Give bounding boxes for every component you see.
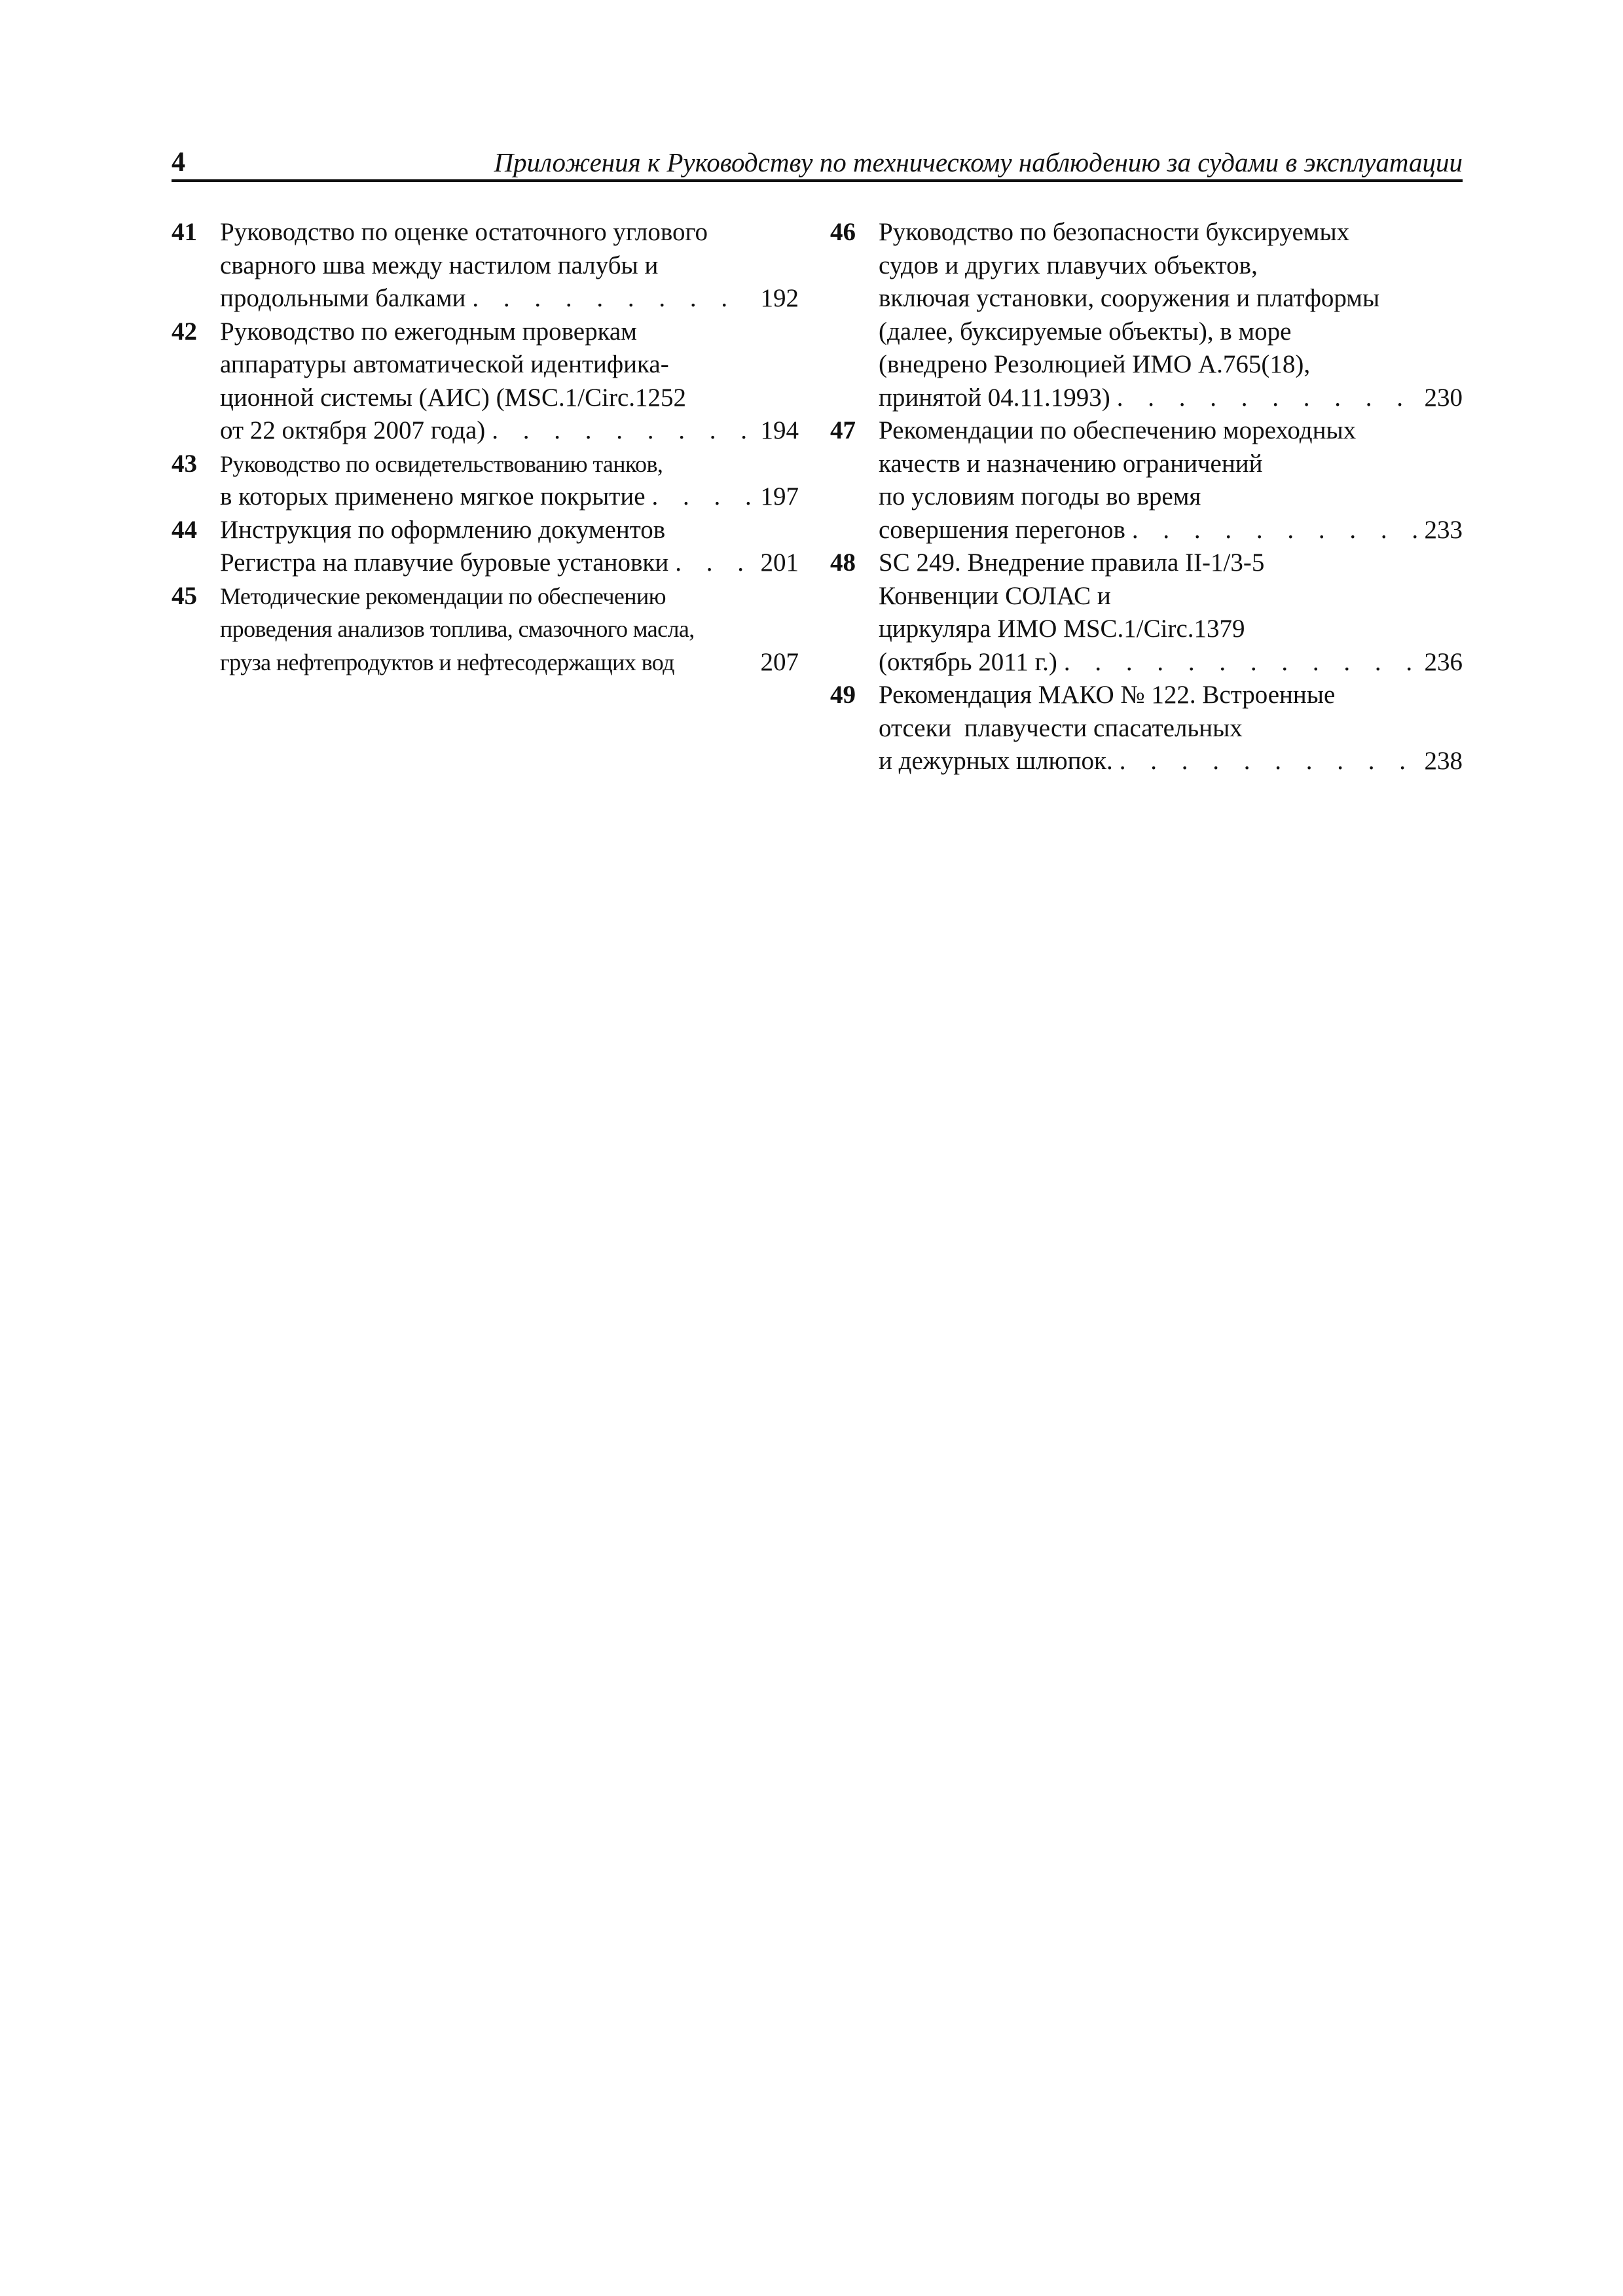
entry-title-line: (внедрено Резолюцией ИМО А.765(18), [879, 350, 1311, 378]
entry-title-line: SC 249. Внедрение правила II-1/3-5 [879, 548, 1265, 577]
entry-title-line: сварного шва между настилом палубы и [220, 251, 659, 279]
dot-leader [485, 414, 753, 448]
entry-last-line [879, 514, 1463, 547]
entry-title-line: принятой 04.11.1993) [879, 383, 1110, 412]
entry-title-line: Рекомендация МАКО № 122. Встроенные [879, 681, 1336, 709]
entry-title-line: судов и других плавучих объектов, [879, 251, 1258, 279]
entry-last-line [220, 414, 799, 448]
entry-title-line: и дежурных шлюпок. [879, 747, 1113, 775]
running-header-title: Приложения к Руководству по техническому наблюдению за судами в эксплуатации [494, 147, 1463, 177]
entry-last-line [220, 547, 799, 580]
entry-title-line: отсеки плавучести спасательных [879, 713, 1243, 742]
entry-title-line: Рекомендации по обеспечению мореходных [879, 416, 1357, 444]
entry-title-line: груза нефтепродуктов и нефтесодержащих вод [220, 649, 674, 675]
toc-entry-49 [830, 679, 1463, 778]
entry-title-line: совершения перегонов [879, 515, 1125, 544]
entry-title-line: циркуляра ИМО MSC.1/Circ.1379 [879, 615, 1245, 643]
dot-leader [668, 547, 753, 580]
entry-title-line: Конвенции СОЛАС и [879, 581, 1111, 610]
dot-leader [646, 480, 754, 514]
entry-title-line: Руководство по освидетельствованию танков, [220, 450, 663, 477]
entry-title-line: ционной системы (АИС) (MSC.1/Circ.1252 [220, 383, 686, 412]
dot-leader [1113, 745, 1417, 778]
entry-page-number: 192 [760, 284, 799, 312]
toc-right-column [830, 216, 1463, 778]
entry-page-number: 197 [760, 482, 799, 511]
entry-last-line [879, 745, 1463, 778]
entry-page-number: 194 [760, 416, 799, 444]
entry-number: 44 [172, 515, 197, 544]
entry-page-number: 233 [1424, 515, 1463, 544]
entry-last-line [220, 646, 799, 679]
entry-page-number: 230 [1424, 383, 1463, 412]
toc-entry-46 [830, 216, 1463, 414]
entry-page-number: 236 [1424, 647, 1463, 676]
dot-leader [1110, 382, 1417, 415]
entry-number: 41 [172, 218, 197, 246]
entry-title-line: качеств и назначению ограничений [879, 449, 1263, 478]
dot-leader [1057, 646, 1417, 679]
toc-entry-42 [172, 315, 799, 448]
toc-entry-48 [830, 547, 1463, 679]
entry-page-number: 201 [760, 548, 799, 577]
entry-number: 47 [830, 416, 856, 444]
toc-entry-44 [172, 514, 799, 580]
entry-title-line: по условиям погоды во время [879, 482, 1201, 511]
dot-leader [465, 282, 753, 315]
entry-number: 49 [830, 681, 856, 709]
entry-title-line: в которых применено мягкое покрытие [220, 482, 646, 511]
entry-number: 45 [172, 581, 197, 610]
entry-number: 46 [830, 218, 856, 246]
toc-left-column [172, 216, 799, 679]
entry-number: 42 [172, 317, 197, 346]
entry-last-line [879, 382, 1463, 415]
entry-title-line: продольными балками [220, 284, 466, 312]
dot-leader [1125, 514, 1417, 547]
toc-entry-47 [830, 414, 1463, 547]
entry-number: 48 [830, 548, 856, 577]
entry-number: 43 [172, 449, 197, 478]
entry-title-line: Руководство по безопасности буксируемых [879, 218, 1350, 246]
entry-title-line: Регистра на плавучие буровые установки [220, 548, 669, 577]
entry-last-line [879, 646, 1463, 679]
running-header [172, 145, 1463, 182]
entry-title-line: (далее, буксируемые объекты), в море [879, 317, 1292, 346]
entry-title-line: Инструкция по оформлению документов [220, 515, 666, 544]
entry-title-line: Руководство по оценке остаточного углового [220, 218, 708, 246]
toc-entry-45 [172, 580, 799, 679]
toc-entry-41 [172, 216, 799, 315]
entry-page-number: 238 [1424, 747, 1463, 775]
entry-page-number: 207 [760, 647, 799, 676]
entry-title-line: Методические рекомендации по обеспечению [220, 583, 666, 609]
page-number: 4 [172, 147, 185, 177]
entry-title-line: аппаратуры автоматической идентифика- [220, 350, 669, 378]
entry-last-line [220, 282, 799, 315]
entry-title-line: проведения анализов топлива, смазочного масла, [220, 616, 695, 642]
entry-title-line: включая установки, сооружения и платформы [879, 284, 1380, 312]
entry-title-line: (октябрь 2011 г.) [879, 647, 1057, 676]
entry-last-line [220, 480, 799, 514]
toc-entry-43 [172, 448, 799, 514]
entry-title-line: от 22 октября 2007 года) [220, 416, 486, 444]
entry-title-line: Руководство по ежегодным проверкам [220, 317, 637, 346]
